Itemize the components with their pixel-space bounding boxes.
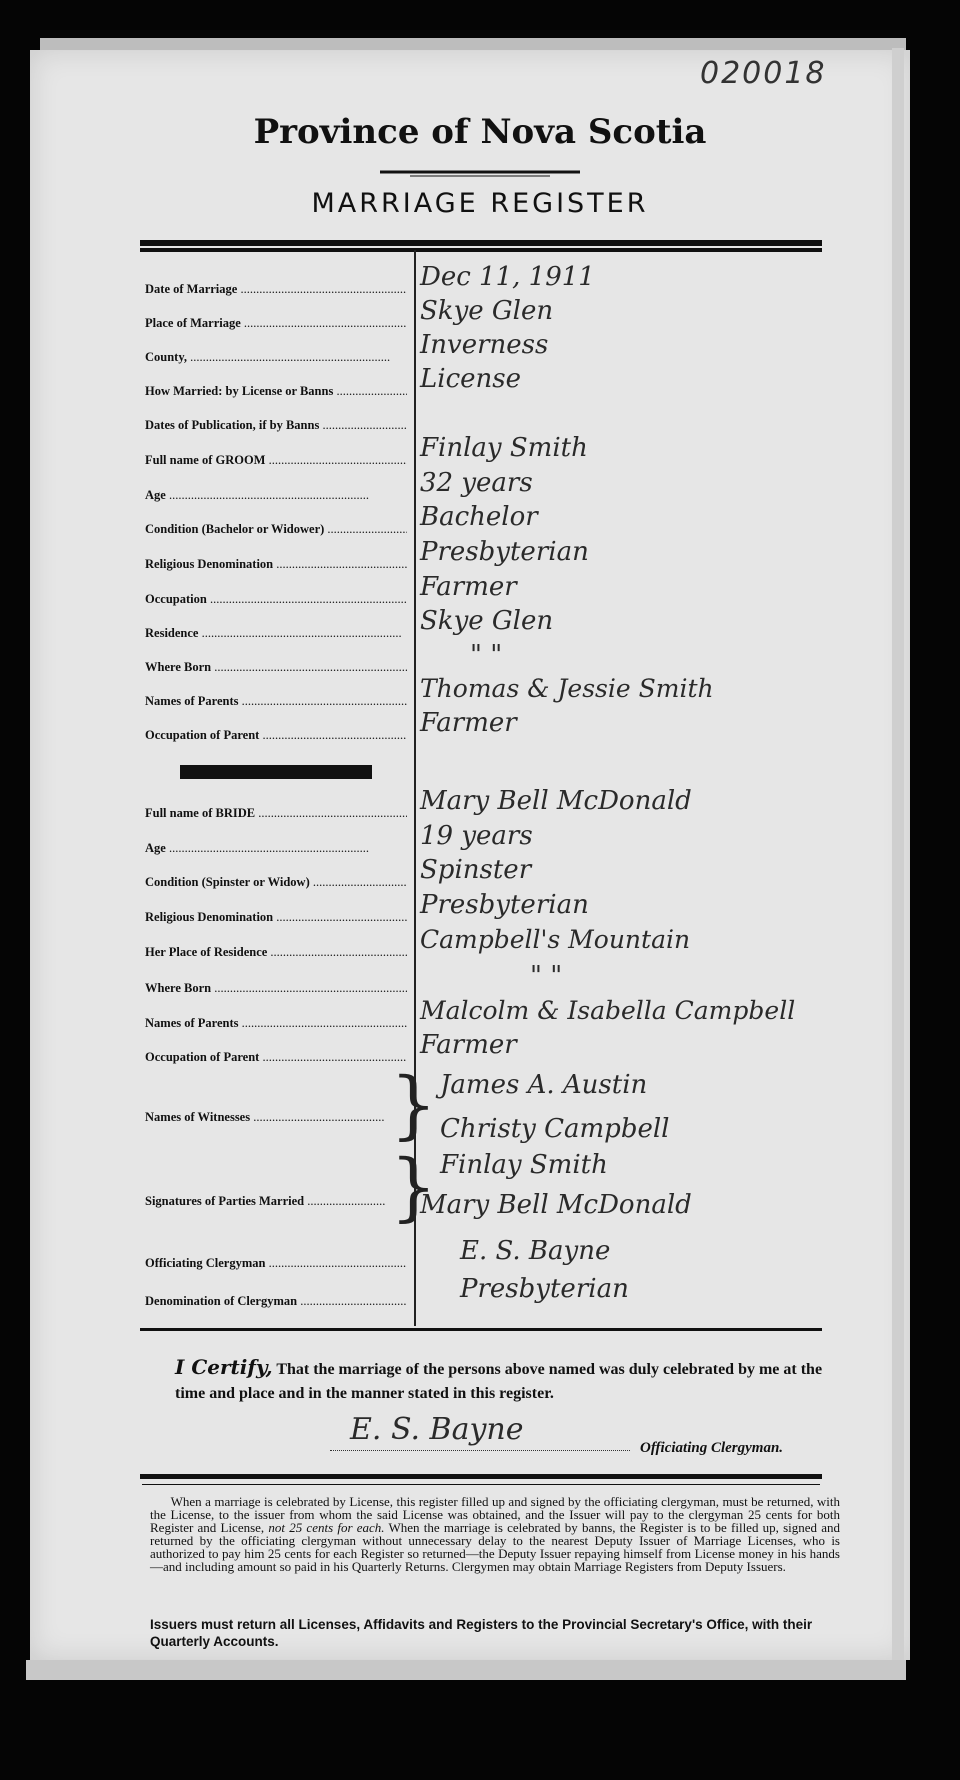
certify-text: That the marriage of the persons above named was duly celebrated by me at the time and place and in the manner stated in this register. bbox=[175, 1361, 823, 1402]
witnesses-brace: } bbox=[390, 1062, 438, 1148]
field-value-officiating-clergyman: E. S. Bayne bbox=[460, 1236, 611, 1266]
page-title: Province of Nova Scotia bbox=[253, 112, 707, 152]
field-label-groom-occupation: Occupation ..... bbox=[145, 592, 407, 607]
title-flourish bbox=[380, 166, 580, 178]
field-value-bride-age: 19 years bbox=[420, 821, 533, 851]
field-value-groom-religion: Presbyterian bbox=[420, 537, 589, 567]
instructions-p1-emphasis: not 25 cents for each. bbox=[268, 1520, 385, 1535]
field-label-county: County, ..... bbox=[145, 350, 407, 365]
signature-groom: Finlay Smith bbox=[440, 1150, 608, 1180]
field-value-how-married: License bbox=[420, 364, 522, 394]
field-value-groom-residence: Skye Glen bbox=[420, 606, 554, 636]
document-number: 020018 bbox=[700, 56, 827, 91]
witness-2-name: Christy Campbell bbox=[440, 1114, 670, 1144]
field-label-witnesses: Names of Witnesses ..... bbox=[145, 1110, 385, 1125]
signature-line bbox=[330, 1450, 630, 1451]
field-label-clergy-denomination: Denomination of Clergyman ..... bbox=[145, 1294, 407, 1309]
middle-rule bbox=[140, 1328, 822, 1331]
field-value-bride-parents: Malcolm & Isabella Campbell bbox=[420, 996, 796, 1025]
field-value-place-of-marriage: Skye Glen bbox=[420, 296, 554, 326]
field-value-bride-residence: Campbell's Mountain bbox=[420, 925, 691, 954]
field-label-groom-where-born: Where Born ..... bbox=[145, 660, 407, 675]
field-label-groom-age: Age ..... bbox=[145, 488, 407, 503]
signature-bride: Mary Bell McDonald bbox=[420, 1190, 692, 1220]
field-label-groom-name: Full name of GROOM ..... bbox=[145, 453, 407, 468]
field-label-bride-name: Full name of BRIDE ..... bbox=[145, 806, 407, 821]
field-label-groom-parent-occupation: Occupation of Parent ..... bbox=[145, 728, 407, 743]
instructions-notice: Issuers must return all Licenses, Affidavits and Registers to the Provincial Secretary's Office, with their Quarterly Accounts. bbox=[150, 1617, 813, 1649]
sheet-bottom-edge bbox=[26, 1660, 906, 1680]
field-label-bride-age: Age ..... bbox=[145, 841, 407, 856]
field-value-groom-parent-occupation: Farmer bbox=[420, 708, 517, 738]
field-value-groom-name: Finlay Smith bbox=[420, 433, 588, 463]
field-label-bride-parent-occupation: Occupation of Parent ..... bbox=[145, 1050, 407, 1065]
page-subtitle: MARRIAGE REGISTER bbox=[311, 188, 649, 219]
field-value-bride-where-born: " " bbox=[530, 961, 563, 991]
field-label-bride-where-born: Where Born ..... bbox=[145, 981, 407, 996]
field-value-groom-age: 32 years bbox=[420, 468, 533, 498]
instructions-text bbox=[150, 1495, 840, 1573]
field-label-how-married: How Married: by License or Banns ..... bbox=[145, 384, 407, 399]
field-label-date-of-marriage: Date of Marriage ..... bbox=[145, 282, 407, 297]
field-value-groom-parents: Thomas & Jessie Smith bbox=[420, 674, 714, 703]
certification-statement bbox=[175, 1352, 835, 1406]
witness-1-name: James A. Austin bbox=[440, 1070, 648, 1100]
field-value-bride-parent-occupation: Farmer bbox=[420, 1030, 517, 1060]
field-value-county: Inverness bbox=[420, 330, 549, 360]
field-value-date-of-marriage: Dec 11, 1911 bbox=[420, 262, 595, 292]
field-label-bride-residence: Her Place of Residence ..... bbox=[145, 945, 407, 960]
certification-role: Officiating Clergyman. bbox=[640, 1440, 784, 1456]
field-label-bride-parents: Names of Parents ..... bbox=[145, 1016, 407, 1031]
field-label-groom-residence: Residence ..... bbox=[145, 626, 407, 641]
bottom-rule bbox=[140, 1474, 822, 1479]
field-value-bride-condition: Spinster bbox=[420, 855, 532, 885]
field-label-groom-religion: Religious Denomination ..... bbox=[145, 557, 407, 572]
bride-section-divider bbox=[180, 765, 372, 779]
instructions-p1: When a marriage is celebrated by License, this register filled up and signed by the officiating clergyman, must be returned, with the License, to the issuer from whom the said License was obtained, and the Issuer will pay to the clergyman 25 cents for both Register and License, bbox=[150, 1494, 840, 1535]
field-label-dates-of-publication: Dates of Publication, if by Banns ..... bbox=[145, 418, 407, 433]
field-label-bride-condition: Condition (Spinster or Widow) ..... bbox=[145, 875, 407, 890]
field-label-officiating-clergyman: Officiating Clergyman ..... bbox=[145, 1256, 407, 1271]
top-rule bbox=[140, 240, 822, 248]
certify-lead: I Certify, bbox=[175, 1355, 273, 1379]
field-value-groom-condition: Bachelor bbox=[420, 502, 538, 532]
instructions-p2: When the marriage is celebrated by banns, the Register is to be filled up, signed and returned by the officiating clergyman without unnecessary delay to the nearest Deputy Issuer of Marriage Licenses, who is authorized to pay him 25 cents for each Register so returned—the Deputy Issuer repaying himself from License money in his hands—and including amount so paid in his Quarterly Returns. Clergymen may obtain Marriage Registers from Deputy Issuers. bbox=[150, 1520, 841, 1574]
field-label-signatures: Signatures of Parties Married ..... bbox=[145, 1194, 385, 1209]
field-label-place-of-marriage: Place of Marriage ..... bbox=[145, 316, 407, 331]
certification-signature: E. S. Bayne bbox=[350, 1412, 524, 1447]
field-value-groom-occupation: Farmer bbox=[420, 572, 517, 602]
field-label-bride-religion: Religious Denomination ..... bbox=[145, 910, 407, 925]
field-value-bride-religion: Presbyterian bbox=[420, 890, 589, 920]
field-value-bride-name: Mary Bell McDonald bbox=[420, 786, 692, 816]
field-value-groom-where-born: " " bbox=[470, 640, 503, 670]
field-label-groom-parents: Names of Parents ..... bbox=[145, 694, 407, 709]
signatures-brace: } bbox=[390, 1144, 438, 1230]
field-label-groom-condition: Condition (Bachelor or Widower) ..... bbox=[145, 522, 407, 537]
field-value-clergy-denomination: Presbyterian bbox=[460, 1274, 629, 1304]
sheet-edge bbox=[892, 48, 904, 1668]
